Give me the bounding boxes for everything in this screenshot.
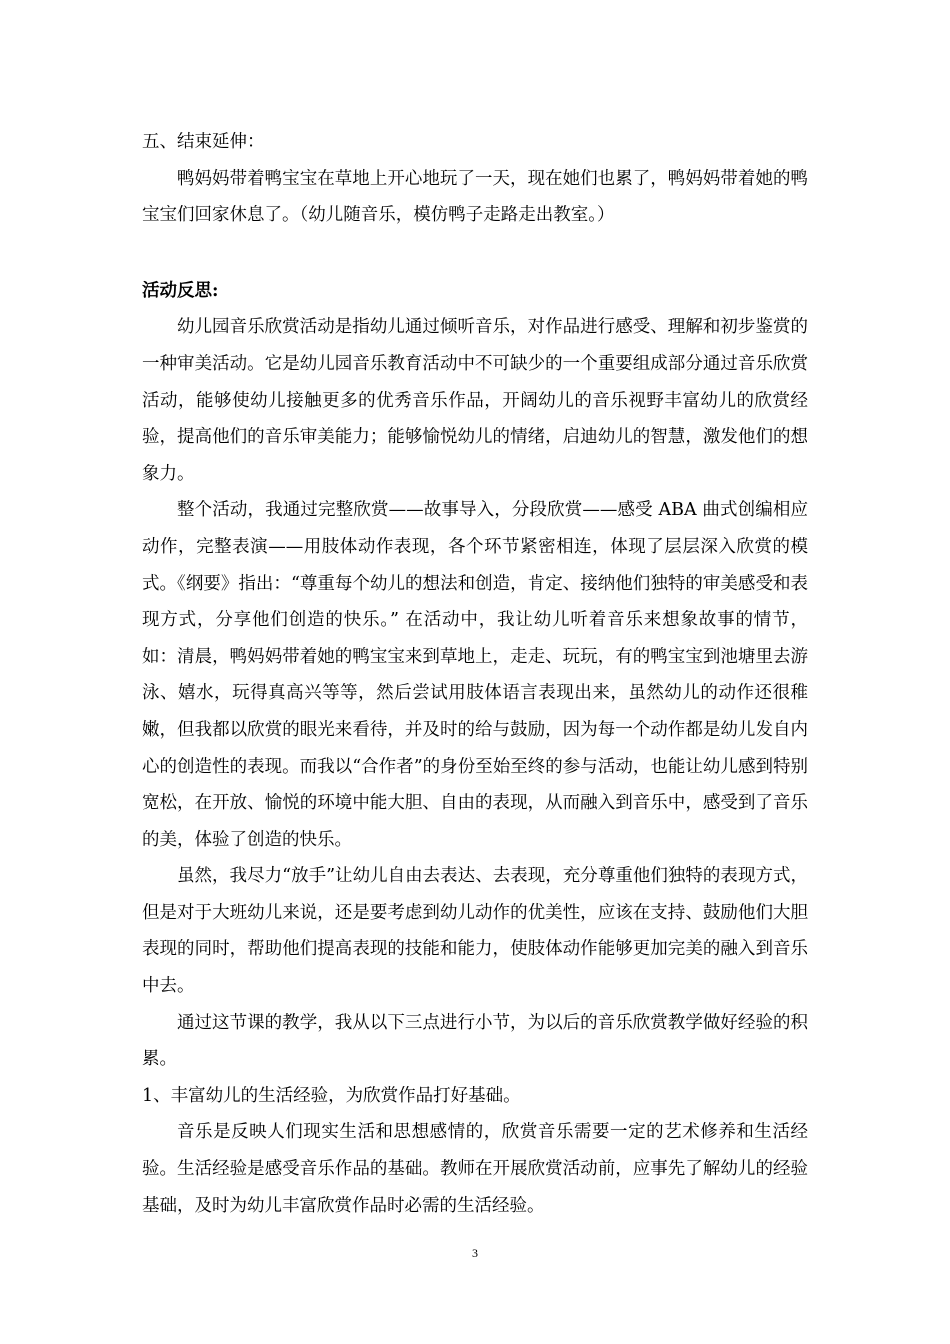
page-number: 3 bbox=[472, 1246, 478, 1260]
section-heading: 五、结束延伸： bbox=[142, 132, 265, 152]
document-body bbox=[142, 124, 808, 1224]
reflection-heading: 活动反思: bbox=[142, 280, 219, 301]
paragraph: 幼儿园音乐欣赏活动是指幼儿通过倾听音乐，对作品进行感受、理解和初步鉴赏的一种审美活动。它是幼儿园音乐教育活动中不可缺少的一个重要组成部分通过音乐欣赏活动，能够使幼儿接触更多的优秀音乐作品，开阔幼儿的音乐视野丰富幼儿的欣赏经验，提高他们的音乐审美能力；能够愉悦幼儿的情绪，启迪幼儿的智慧，激发他们的想象力。 bbox=[142, 317, 808, 484]
paragraph: 鸭妈妈带着鸭宝宝在草地上开心地玩了一天，现在她们也累了，鸭妈妈带着她的鸭宝宝们回家休息了。（幼儿随音乐，模仿鸭子走路走出教室。） bbox=[142, 168, 808, 226]
paragraph: 音乐是反映人们现实生活和思想感情的，欣赏音乐需要一定的艺术修养和生活经验。生活经验是感受音乐作品的基础。教师在开展欣赏活动前，应事先了解幼儿的经验基础，及时为幼儿丰富欣赏作品时必需的生活经验。 bbox=[142, 1122, 808, 1216]
paragraph: 整个活动，我通过完整欣赏——故事导入，分段欣赏——感受 ABA 曲式创编相应动作，完整表演——用肢体动作表现，各个环节紧密相连，体现了层层深入欣赏的模式。《纲要》指出：“尊重每个幼儿的想法和创造，肯定、接纳他们独特的审美感受和表现方式，分享他们创造的快乐。” 在活动中，我让幼儿听着音乐来想象故事的情节，如：清晨，鸭妈妈带着她的鸭宝宝来到草地上，走走、玩玩，有的鸭宝宝到池塘里去游泳、嬉水，玩得真高兴等等，然后尝试用肢体语言表现出来，虽然幼儿的动作还很稚嫩，但我都以欣赏的眼光来看待，并及时的给与鼓励，因为每一个动作都是幼儿发自内心的创造性的表现。而我以“合作者”的身份至始至终的参与活动，也能让幼儿感到特别宽松，在开放、愉悦的环境中能大胆、自由的表现，从而融入到音乐中，感受到了音乐的美，体验了创造的快乐。 bbox=[142, 500, 808, 850]
list-item-heading: 1、丰富幼儿的生活经验，为欣赏作品打好基础。 bbox=[142, 1085, 521, 1106]
paragraph: 通过这节课的教学，我从以下三点进行小节，为以后的音乐欣赏教学做好经验的积累。 bbox=[142, 1012, 808, 1070]
spacer bbox=[142, 234, 808, 273]
paragraph: 虽然，我尽力“放手”让幼儿自由去表达、去表现，充分尊重他们独特的表现方式，但是对于大班幼儿来说，还是要考虑到幼儿动作的优美性，应该在支持、鼓励他们大胆表现的同时，帮助他们提高表现的技能和能力，使肢体动作能够更加完美的融入到音乐中去。 bbox=[142, 866, 808, 997]
